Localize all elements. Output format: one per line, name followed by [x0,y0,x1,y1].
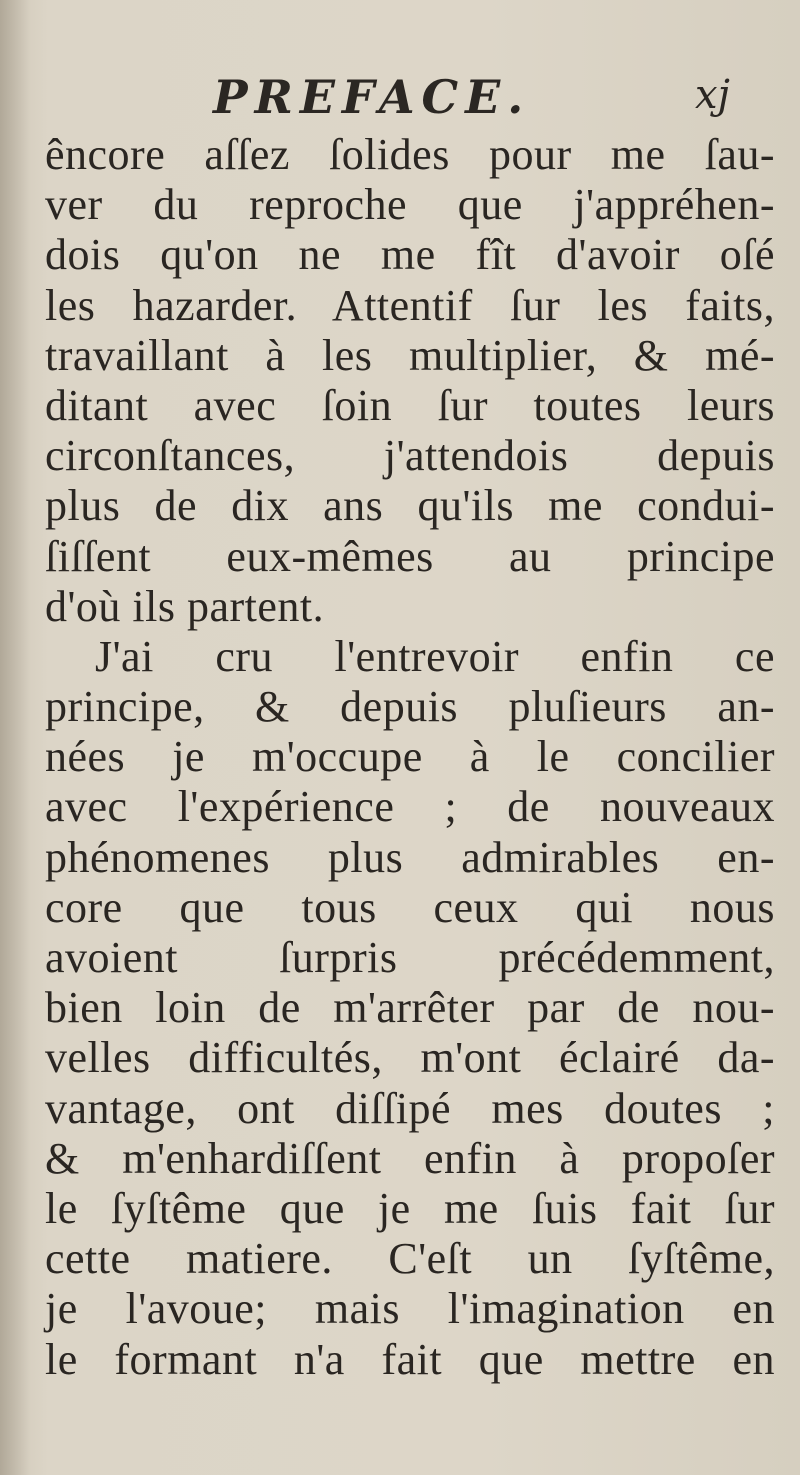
body-text [45,130,775,1385]
text-line: nées je m'occupe à le concilier [45,732,775,782]
page-edge-shadow [0,0,30,1475]
text-line: travaillant à les multiplier, & mé- [45,330,775,380]
page-number: xj [695,72,730,118]
text-line: avec l'expérience ; de nouveaux [45,782,775,832]
header-title: PREFACE. [213,70,531,124]
text-line: cette matiere. C'eſt un ſyſtême, [45,1234,775,1284]
text-line: je l'avoue; mais l'imagination en [45,1284,775,1334]
text-line: phénomenes plus admirables en- [45,832,775,882]
text-line: êncore aſſez ſolides pour me ſau- [45,130,775,179]
text-line: circonſtances, j'attendois depuis [45,431,775,481]
text-line: plus de dix ans qu'ils me condui- [45,481,775,531]
text-line: ſiſſent eux-mêmes au principe [45,531,775,581]
text-line: avoient ſurpris précédemment, [45,933,775,982]
text-line: core que tous ceux qui nous [45,882,775,932]
text-line: les hazarder. Attentif ſur les faits, [45,280,775,330]
text-line: & m'enhardiſſent enfin à propoſer [45,1133,775,1183]
text-line: le ſyſtême que je me ſuis fait ſur [45,1183,775,1233]
running-header [0,70,800,130]
text-line: vantage, ont diſſipé mes doutes ; [45,1083,775,1133]
text-line: velles difficultés, m'ont éclairé da- [45,1033,775,1083]
text-line: ver du reproche que j'appréhen- [45,180,775,230]
text-line: le formant n'a fait que mettre en [45,1334,775,1384]
text-line: bien loin de m'arrêter par de nou- [45,983,775,1033]
paragraph-first-line: J'ai cru l'entrevoir enfin ce [95,631,775,681]
text-line: d'où ils partent. [45,581,325,631]
text-line: ditant avec ſoin ſur toutes leurs [45,380,775,430]
text-line: principe, & depuis pluſieurs an- [45,682,775,732]
text-line: dois qu'on ne me fît d'avoir oſé [45,230,775,280]
